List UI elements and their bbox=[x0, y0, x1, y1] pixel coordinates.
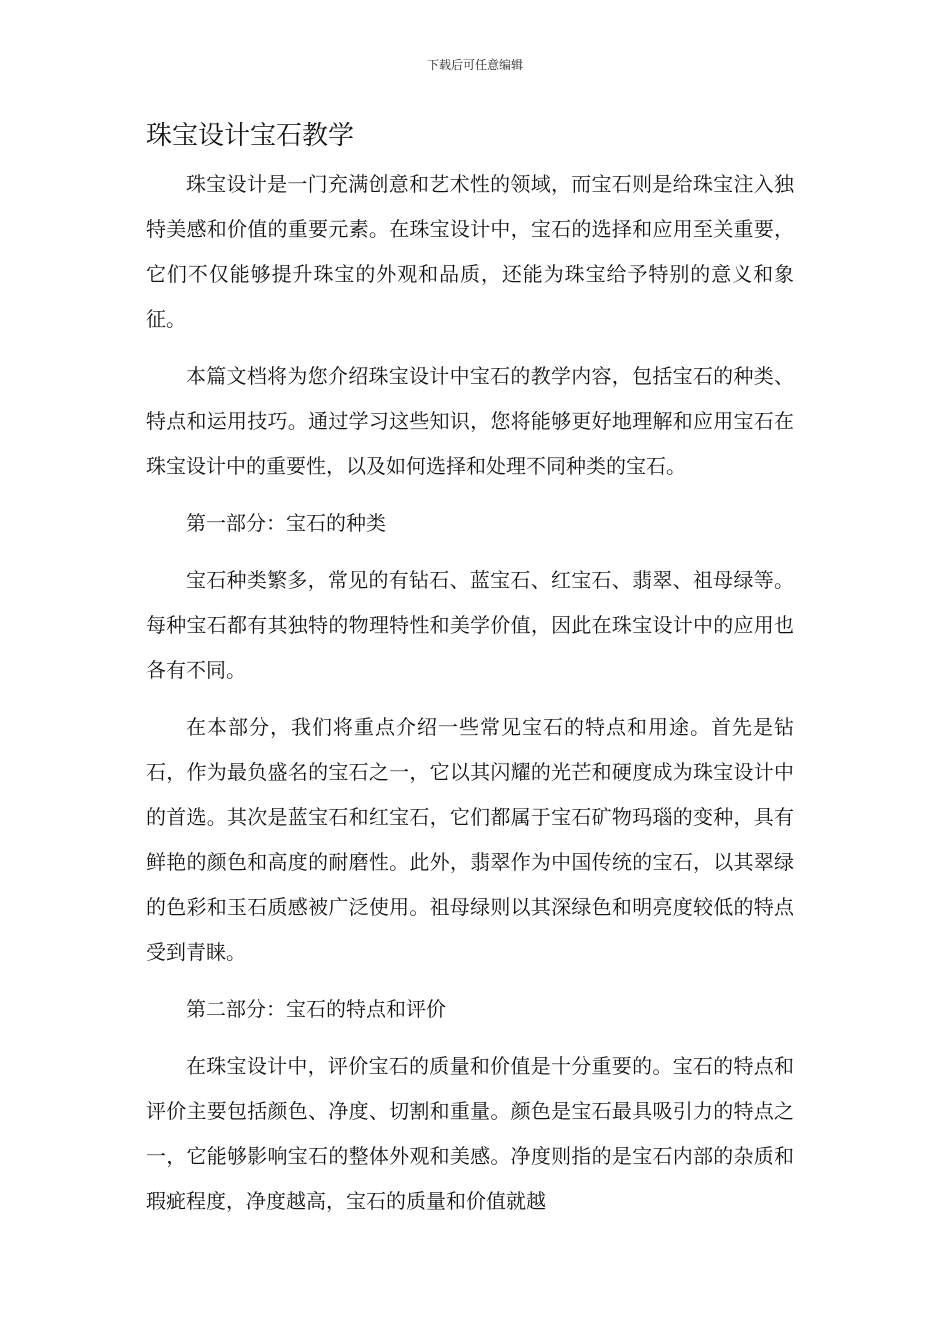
section-heading-part-one: 第一部分：宝石的种类 bbox=[186, 511, 386, 535]
intro-paragraph: 珠宝设计是一门充满创意和艺术性的领域，而宝石则是给珠宝注入独特美感和价值的重要元素。在珠宝设计中，宝石的选择和应用至关重要，它们不仅能够提升珠宝的外观和品质，还能为珠宝给予特别的意义和象征。 bbox=[146, 172, 794, 331]
gem-types-paragraph: 宝石种类繁多，常见的有钻石、蓝宝石、红宝石、翡翠、祖母绿等。每种宝石都有其独特的物理特性和美学价值，因此在珠宝设计中的应用也各有不同。 bbox=[146, 568, 794, 682]
common-gems-paragraph: 在本部分，我们将重点介绍一些常见宝石的特点和用途。首先是钻石，作为最负盛名的宝石之一，它以其闪耀的光芒和硬度成为珠宝设计中的首选。其次是蓝宝石和红宝石，它们都属于宝石矿物玛瑙的变种，具有鲜艳的颜色和高度的耐磨性。此外，翡翠作为中国传统的宝石，以其翠绿的色彩和玉石质感被广泛使用。祖母绿则以其深绿色和明亮度较低的特点受到青睐。 bbox=[146, 715, 794, 964]
section-heading-part-two: 第二部分：宝石的特点和评价 bbox=[186, 997, 446, 1021]
gem-evaluation-paragraph: 在珠宝设计中，评价宝石的质量和价值是十分重要的。宝石的特点和评价主要包括颜色、净度、切割和重量。颜色是宝石最具吸引力的特点之一，它能够影响宝石的整体外观和美感。净度则指的是宝石内部的杂质和瑕疵程度，净度越高，宝石的质量和价值就越 bbox=[146, 1054, 794, 1213]
overview-paragraph: 本篇文档将为您介绍珠宝设计中宝石的教学内容，包括宝石的种类、特点和运用技巧。通过学习这些知识，您将能够更好地理解和应用宝石在珠宝设计中的重要性，以及如何选择和处理不同种类的宝石。 bbox=[146, 364, 794, 478]
document-title: 珠宝设计宝石教学 bbox=[146, 121, 355, 151]
document-body bbox=[146, 162, 794, 1236]
header-note: 下载后可任意编辑 bbox=[426, 58, 523, 72]
